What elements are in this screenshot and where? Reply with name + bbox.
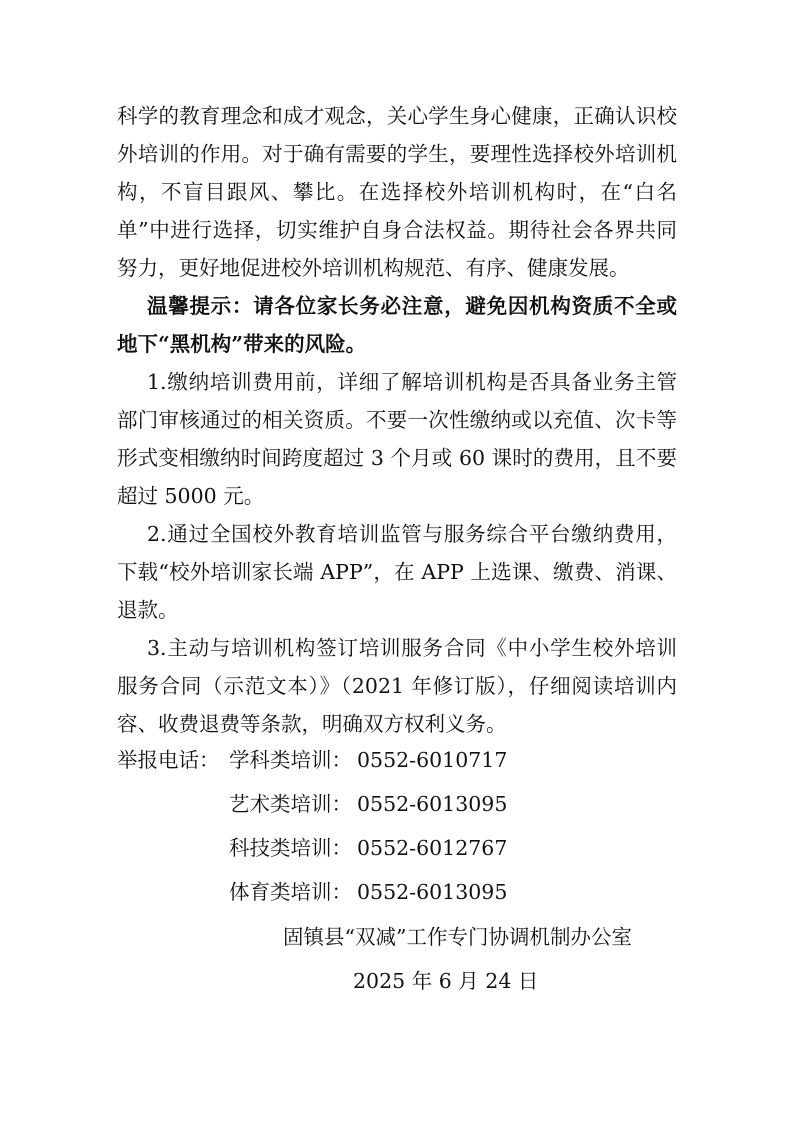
tip-item-1: 1.缴纳培训费用前，详细了解培训机构是否具备业务主管部门审核通过的相关资质。不要一次性缴纳或以充值、次卡等形式变相缴纳时间跨度超过 3 个月或 60 课时的费用，且不要超过 5000 元。 xyxy=(117,370,677,508)
hotline-row xyxy=(117,833,677,863)
tip-item-2: 2.通过全国校外教育培训监管与服务综合平台缴纳费用，下载“校外培训家长端 APP”，在 APP 上选课、缴费、消课、退款。 xyxy=(117,522,677,622)
issuing-office: 固镇县“双减”工作专门协调机制办公室 xyxy=(283,925,632,949)
issue-date: 2025 年 6 月 24 日 xyxy=(353,969,539,993)
hotline-category: 科技类培训： xyxy=(229,836,352,860)
warm-tip-paragraph: 温馨提示：请各位家长务必注意，避免因机构资质不全或地下“黑机构”带来的风险。 xyxy=(117,294,677,356)
hotline-row xyxy=(117,745,677,775)
hotline-prefix: 举报电话： xyxy=(117,748,220,772)
intro-paragraph: 科学的教育理念和成才观念，关心学生身心健康，正确认识校外培训的作用。对于确有需要的学生，要理性选择校外培训机构，不盲目跟风、攀比。在选择校外培训机构时，在“白名单”中进行选择，切实维护自身合法权益。期待社会各界共同努力，更好地促进校外培训机构规范、有序、健康发展。 xyxy=(117,104,677,280)
hotline-category: 体育类培训： xyxy=(229,880,352,904)
hotline-phone: 0552-6012767 xyxy=(357,836,508,860)
tip-item-3: 3.主动与培训机构签订培训服务合同《中小学生校外培训服务合同（示范文本）》（2021 年修订版），仔细阅读培训内容、收费退费等条款，明确双方权利义务。 xyxy=(117,636,677,736)
hotline-phone: 0552-6010717 xyxy=(357,748,508,772)
hotline-category: 学科类培训： xyxy=(229,748,352,772)
hotline-phone: 0552-6013095 xyxy=(357,880,508,904)
hotline-row xyxy=(117,789,677,819)
hotline-category: 艺术类培训： xyxy=(229,792,352,816)
hotline-phone: 0552-6013095 xyxy=(357,792,508,816)
hotline-row xyxy=(117,877,677,907)
